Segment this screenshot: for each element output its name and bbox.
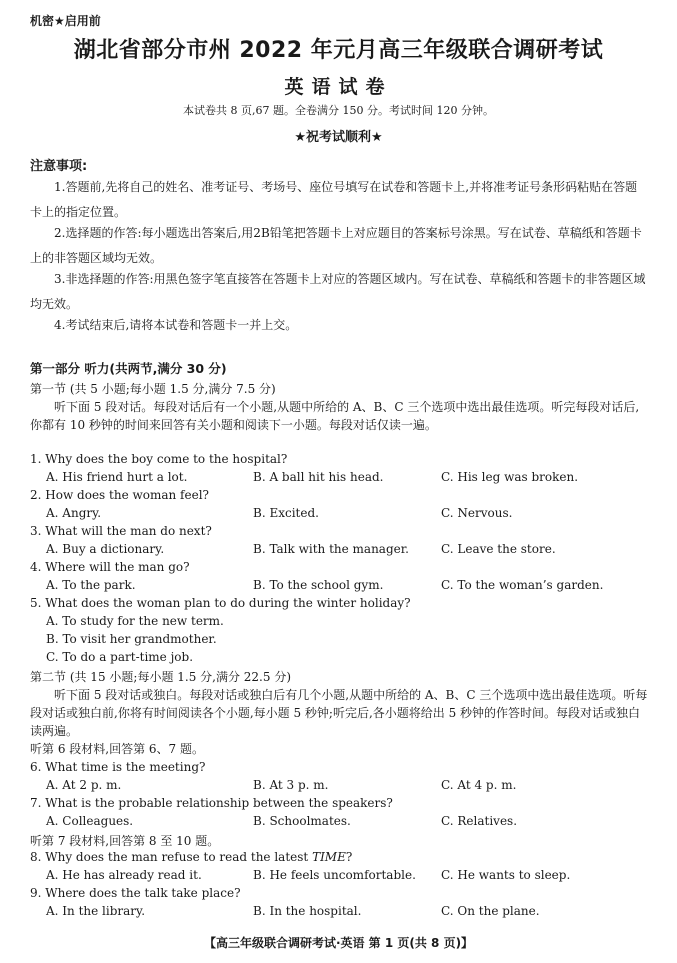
option-a: A. To the park.	[46, 578, 136, 592]
question-text: 8. Why does the man refuse to read the latest	[30, 850, 313, 864]
option-a: A. Colleagues.	[46, 814, 134, 828]
note-item: 4.考试结束后,请将本试卷和答题卡一并上交。	[54, 318, 298, 332]
material-note: 听第 7 段材料,回答第 8 至 10 题。	[30, 834, 220, 848]
question: 6. What time is the meeting?	[30, 760, 206, 774]
option-a: A. He has already read it.	[46, 868, 202, 882]
option-c: C. At 4 p. m.	[441, 778, 517, 792]
option-a: A. His friend hurt a lot.	[46, 470, 188, 484]
option-c: C. On the plane.	[441, 904, 540, 918]
option-c: C. Relatives.	[441, 814, 518, 828]
option-b: B. At 3 p. m.	[253, 778, 329, 792]
section-heading: 第一节 (共 5 小题;每小题 1.5 分,满分 7.5 分)	[30, 382, 276, 396]
notes-heading: 注意事项:	[30, 159, 88, 174]
option-a: A. At 2 p. m.	[46, 778, 122, 792]
question: 7. What is the probable relationship between the speakers?	[30, 796, 393, 810]
question: 4. Where will the man go?	[30, 560, 190, 574]
option-b: B. Excited.	[253, 506, 319, 520]
magazine-title: TIME	[312, 850, 346, 864]
exam-info: 本试卷共 8 页,67 题。全卷满分 150 分。考试时间 120 分钟。	[183, 104, 494, 117]
good-luck-line: ★祝考试顺利★	[294, 130, 383, 145]
option-c: C. His leg was broken.	[441, 470, 579, 484]
question: 1. Why does the boy come to the hospital?	[30, 452, 288, 466]
option-b: B. In the hospital.	[253, 904, 362, 918]
exam-title: 湖北省部分市州 2022 年元月高三年级联合调研考试	[73, 38, 604, 63]
question: 5. What does the woman plan to do during the winter holiday?	[30, 596, 411, 610]
confidential-label: 机密★启用前	[30, 14, 101, 28]
question-mark: ?	[345, 850, 353, 864]
option-a: A. Angry.	[46, 506, 102, 520]
option-a: A. In the library.	[46, 904, 146, 918]
note-item: 2.选择题的作答:每小题选出答案后,用2B铅笔把答题卡上对应题目的答案标号涂黑。写在试卷、草稿纸和答题卡上的非答题区域均无效。	[30, 226, 642, 265]
note-item: 3.非选择题的作答:用黑色签字笔直接答在答题卡上对应的答题区域内。写在试卷、草稿纸和答题卡的非答题区域均无效。	[30, 272, 646, 311]
page-footer: 【高三年级联合调研考试·英语 第 1 页(共 8 页)】	[203, 936, 474, 950]
note-item: 1.答题前,先将自己的姓名、准考证号、考场号、座位号填写在试卷和答题卡上,并将准考证号条形码粘贴在答题卡上的指定位置。	[30, 180, 638, 219]
option-a: A. To study for the new term.	[46, 614, 224, 628]
option-c: C. To do a part-time job.	[46, 650, 194, 664]
option-b: B. A ball hit his head.	[253, 470, 384, 484]
question: 9. Where does the talk take place?	[30, 886, 241, 900]
option-b: B. He feels uncomfortable.	[253, 868, 416, 882]
option-c: C. To the woman’s garden.	[441, 578, 604, 592]
part-heading: 第一部分 听力(共两节,满分 30 分)	[30, 361, 227, 376]
question: 2. How does the woman feel?	[30, 488, 209, 502]
option-b: B. Schoolmates.	[253, 814, 351, 828]
section-heading: 第二节 (共 15 小题;每小题 1.5 分,满分 22.5 分)	[30, 670, 291, 684]
option-b: B. To the school gym.	[253, 578, 384, 592]
option-b: B. Talk with the manager.	[253, 542, 409, 556]
option-c: C. Nervous.	[441, 506, 513, 520]
question	[30, 850, 352, 864]
exam-subtitle: 英语试卷	[284, 76, 393, 98]
option-a: A. Buy a dictionary.	[46, 542, 165, 556]
question: 3. What will the man do next?	[30, 524, 212, 538]
option-b: B. To visit her grandmother.	[46, 632, 217, 646]
section-instruction: 听下面 5 段对话。每段对话后有一个小题,从题中所给的 A、B、C 三个选项中选出最佳选项。听完每段对话后,你都有 10 秒钟的时间来回答有关小题和阅读下一小题。每段对话仅读一遍。	[30, 400, 640, 432]
option-c: C. Leave the store.	[441, 542, 556, 556]
section-instruction: 听下面 5 段对话或独白。每段对话或独白后有几个小题,从题中所给的 A、B、C 三个选项中选出最佳选项。听每段对话或独白前,你将有时间阅读各个小题,每小题 5 秒钟;听完后,各小题将给出 5 秒钟的作答时间。每段对话或独白读两遍。	[30, 688, 648, 738]
material-note: 听第 6 段材料,回答第 6、7 题。	[30, 742, 204, 756]
option-c: C. He wants to sleep.	[441, 868, 571, 882]
